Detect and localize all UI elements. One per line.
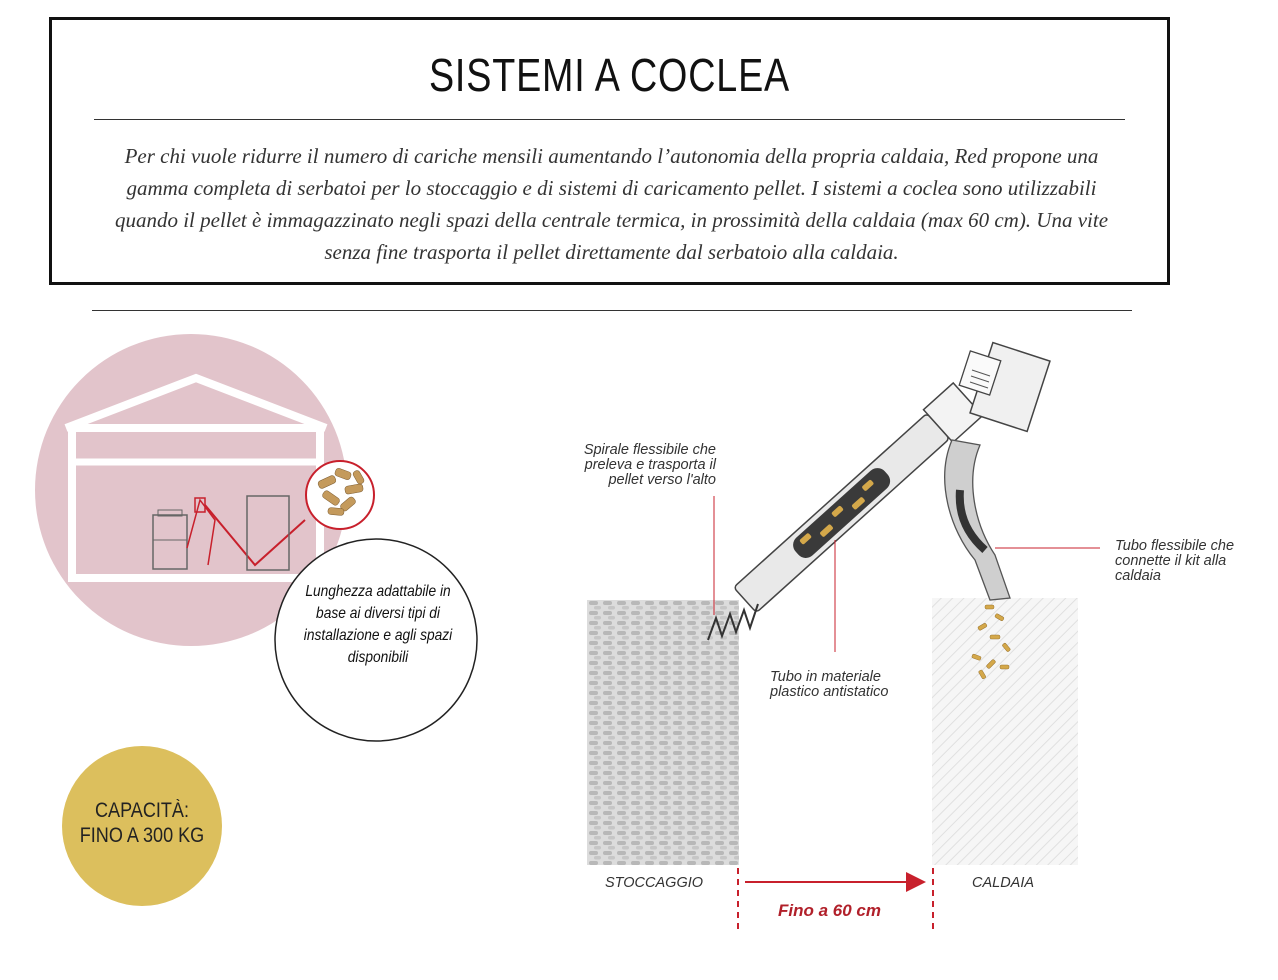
page-title: SISTEMI A COCLEA [428,49,791,101]
flex-tube [945,440,1010,600]
intro-paragraph: Per chi vuole ridurre il numero di cariche mensili aumentando l’autonomia della propria caldaia, Red propone una gamma completa di serbatoi per lo stoccaggio e di sistemi di caricamento pellet. I sistemi a coclea sono utilizzabili quando il pellet è immagazzinato negli spazi della centrale termica, in prossimità della caldaia (max 60 cm). Una vite senza fine trasporta il pellet direttamente dal serbatoio alla caldaia. [114,144,1109,264]
auger-diagram [587,343,1100,932]
distance-label: Fino a 60 cm [778,901,881,920]
capacity-text: CAPACITÀ: FINO A 300 KG [79,799,205,847]
storage-block [587,600,739,865]
capacity-badge [62,746,222,906]
boiler-block [932,598,1078,865]
label-flex: Tubo flessibile che connette il kit alla caldaia [1115,538,1235,584]
label-boiler: CALDAIA [972,875,1035,891]
label-storage: STOCCAGGIO [605,875,704,891]
auger-tube [730,383,982,616]
house-illustration [35,334,477,741]
callout-text: Lunghezza adattabile in base ai diversi tipi di installazione e agli spazi disponibili [303,583,453,666]
label-tube: Tubo in materiale plastico antistatico [770,669,889,700]
label-spiral: Spirale flessibile che preleva e trasporta il pellet verso l'alto [583,442,716,488]
